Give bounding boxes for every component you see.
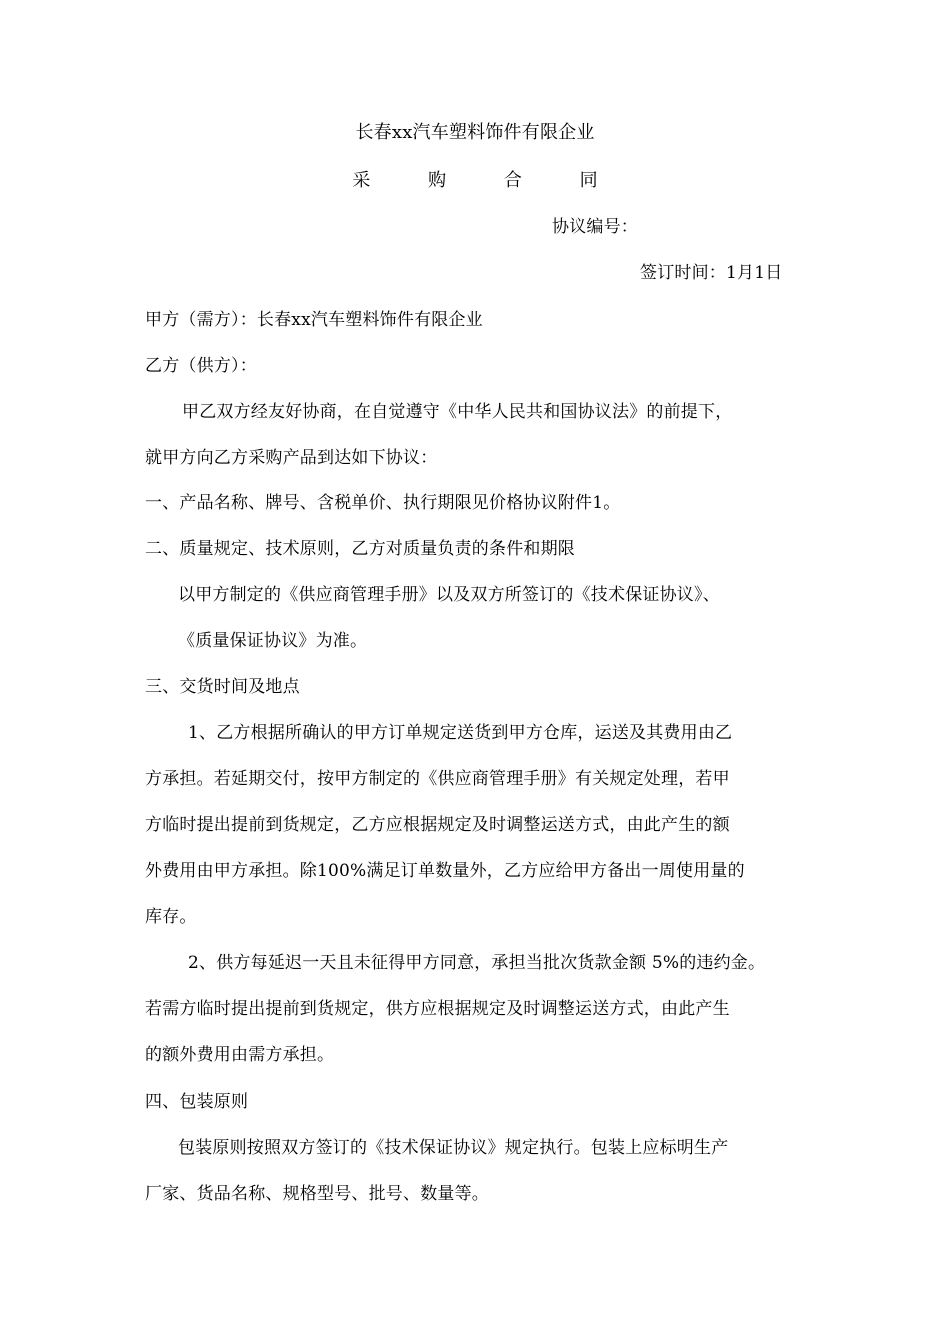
- section-2-line-2: 《质量保证协议》为准。: [178, 631, 368, 651]
- intro-line-2: 就甲方向乙方采购产品到达如下协议：: [145, 448, 438, 468]
- contract-number-label: 协议编号：: [552, 217, 638, 237]
- party-a: 甲方（需方）：长春xx汽车塑料饰件有限企业: [145, 310, 483, 330]
- section-3-item-1-line-1: 1、乙方根据所确认的甲方订单规定送货到甲方仓库，运送及其费用由乙: [188, 723, 733, 743]
- section-2-heading: 二、质量规定、技术原则，乙方对质量负责的条件和期限: [145, 539, 575, 559]
- section-3-item-1-line-4: 外费用由甲方承担。除100%满足订单数量外，乙方应给甲方备出一周使用量的: [145, 861, 745, 881]
- document-title: 采 购 合 同: [352, 170, 624, 191]
- section-3-item-2-line-1: 2、供方每延迟一天且未征得甲方同意，承担当批次货款金额 5%的违约金。: [188, 953, 766, 973]
- section-3-item-1-line-3: 方临时提出提前到货规定，乙方应根据规定及时调整运送方式，由此产生的额: [145, 815, 730, 835]
- section-4-line-2: 厂家、货品名称、规格型号、批号、数量等。: [145, 1184, 489, 1204]
- section-2-line-1: 以甲方制定的《供应商管理手册》以及双方所签订的《技术保证协议》、: [178, 585, 720, 605]
- company-title: 长春xx汽车塑料饰件有限企业: [355, 122, 595, 143]
- section-4-heading: 四、包装原则: [145, 1092, 249, 1112]
- section-3-item-2-line-3: 的额外费用由需方承担。: [145, 1045, 335, 1065]
- section-1-heading: 一、产品名称、牌号、含税单价、执行期限见价格协议附件1。: [145, 493, 621, 513]
- section-3-item-2-line-2: 若需方临时提出提前到货规定，供方应根据规定及时调整运送方式，由此产生: [145, 999, 730, 1019]
- sign-date: 签订时间：1月1日: [640, 263, 783, 283]
- section-3-heading: 三、交货时间及地点: [145, 677, 300, 697]
- party-b: 乙方（供方）：: [145, 356, 257, 376]
- section-3-item-1-line-2: 方承担。若延期交付，按甲方制定的《供应商管理手册》有关规定处理，若甲: [145, 769, 730, 789]
- section-3-item-1-line-5: 库存。: [145, 907, 197, 927]
- section-4-line-1: 包装原则按照双方签订的《技术保证协议》规定执行。包装上应标明生产: [178, 1138, 729, 1158]
- intro-line-1: 甲乙双方经友好协商，在自觉遵守《中华人民共和国协议法》的前提下，: [182, 402, 733, 422]
